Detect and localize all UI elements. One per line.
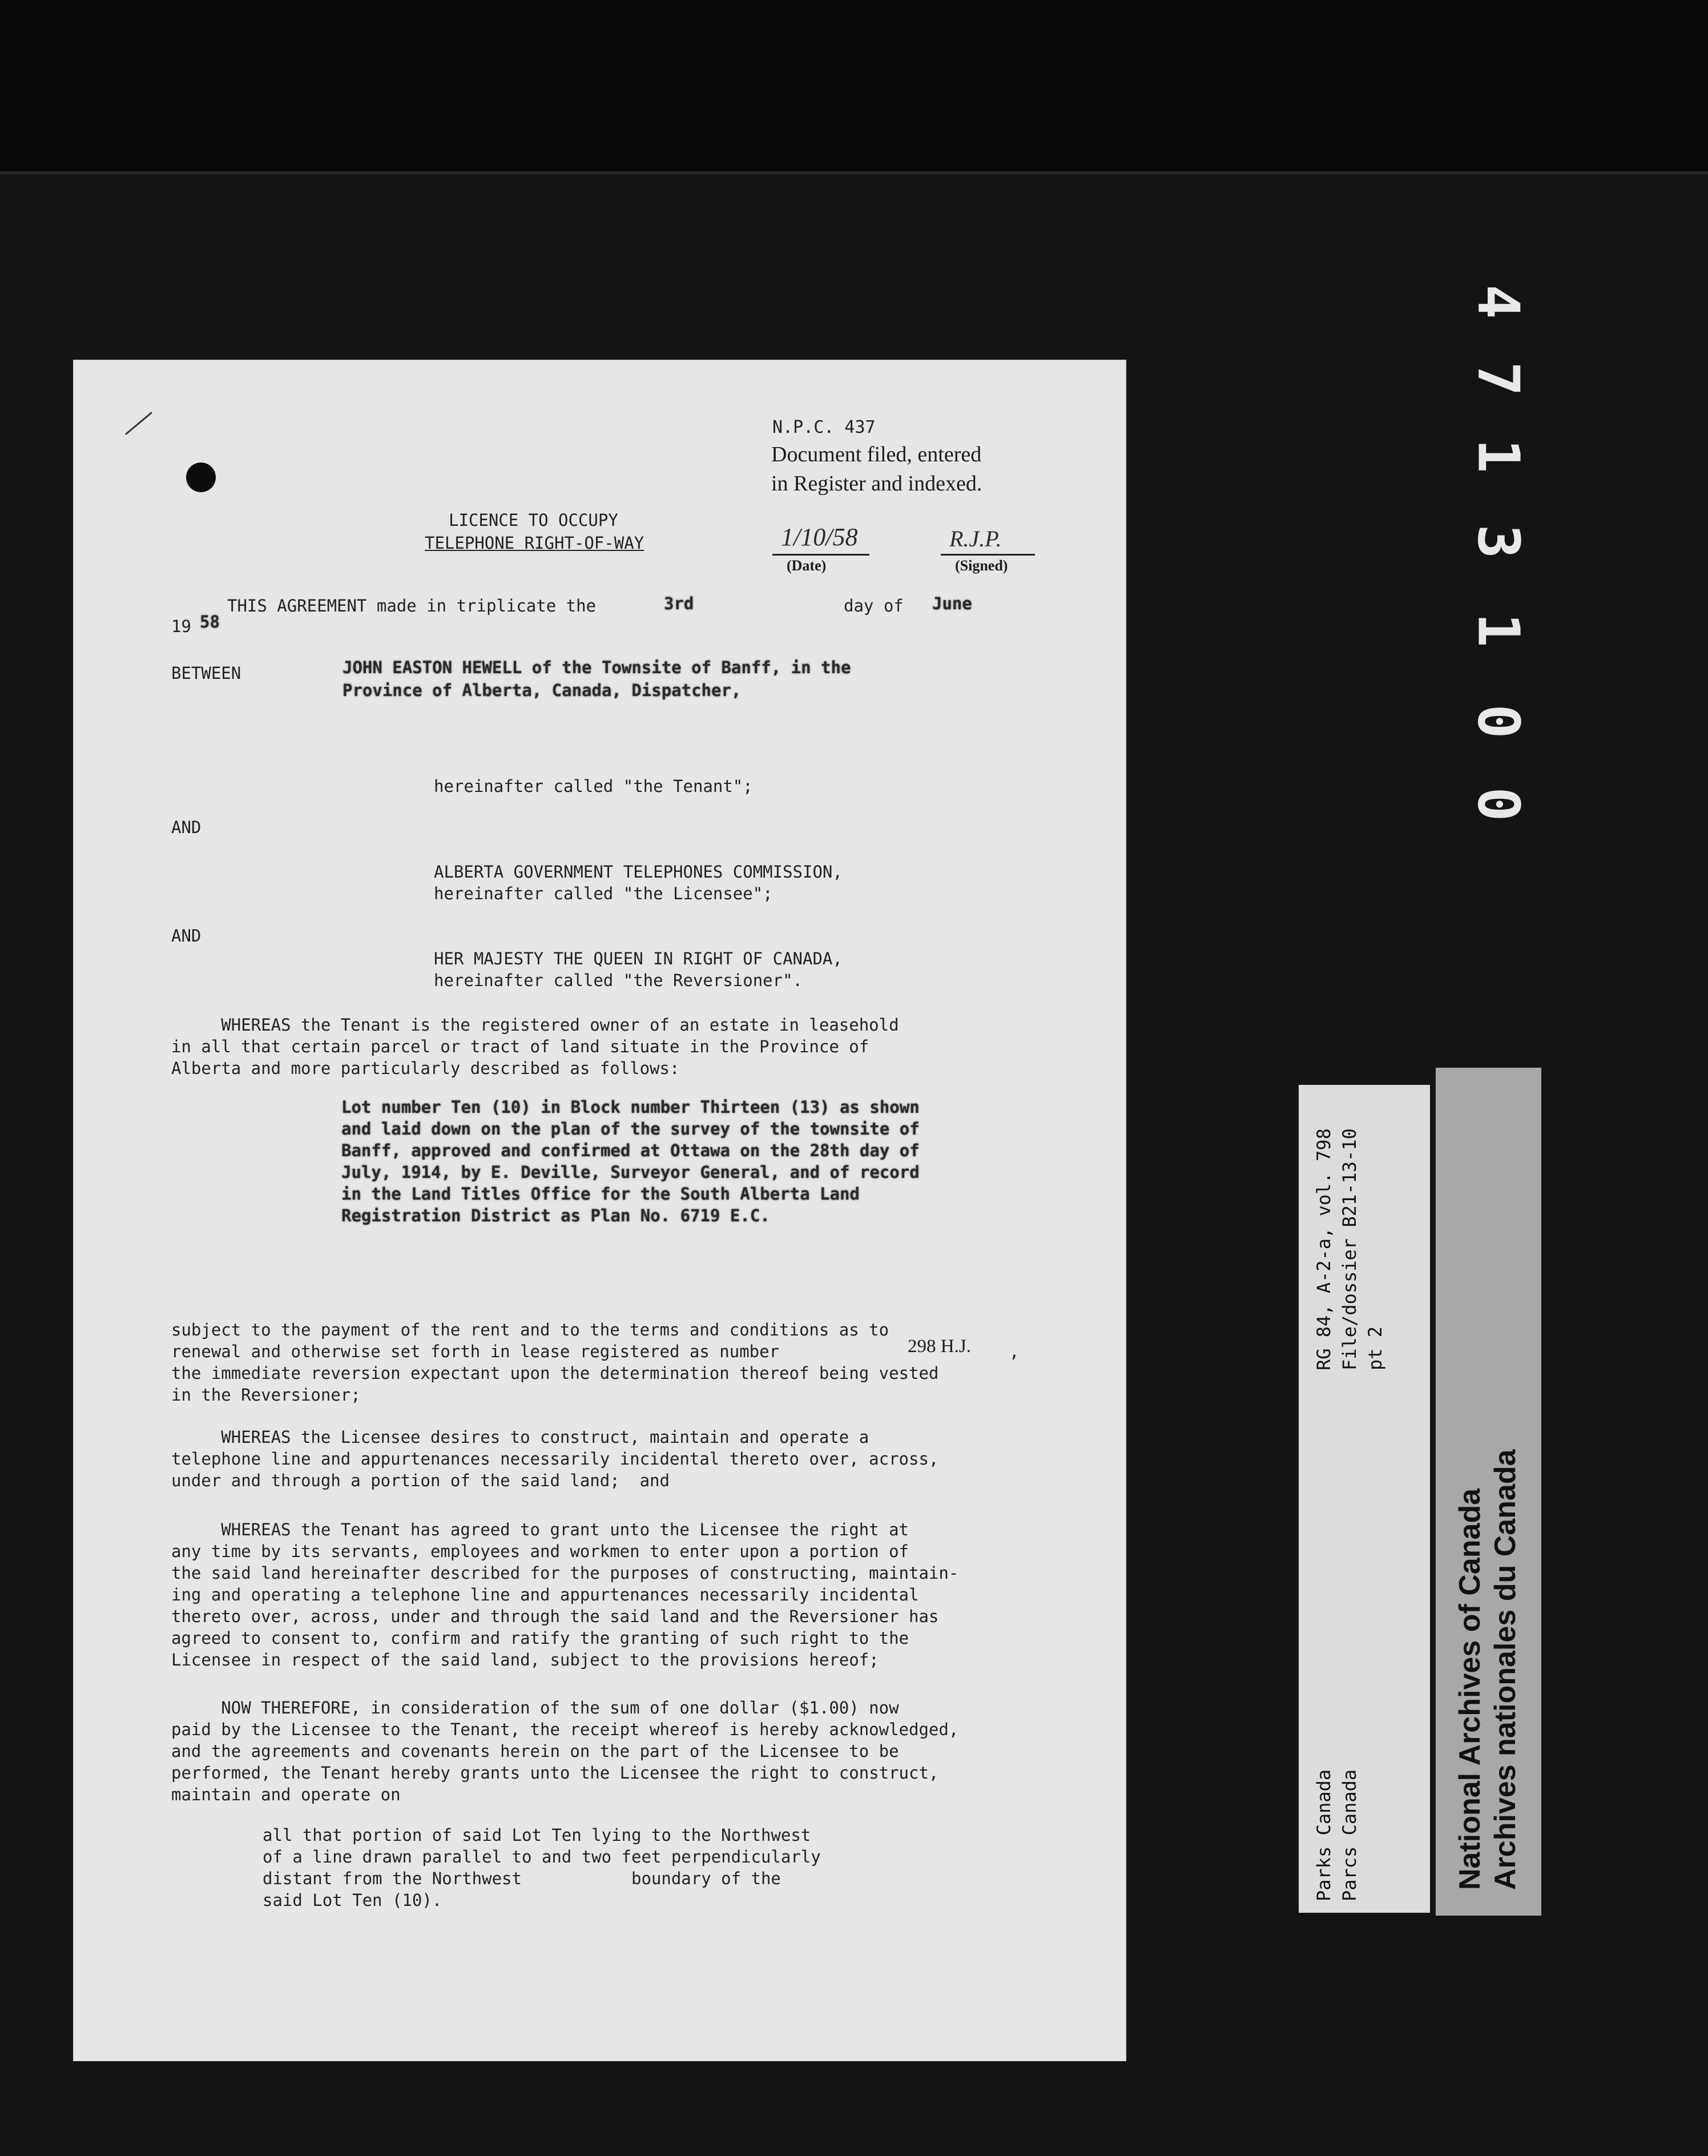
- archive-reference-label: [1299, 1085, 1430, 1913]
- reference-line2: File/dossier B21-13-10: [1339, 1128, 1360, 1370]
- agency-name-fr: Parcs Canada: [1339, 1769, 1360, 1901]
- pencil-mark: [125, 412, 152, 435]
- agency-name-en: Parks Canada: [1313, 1769, 1335, 1901]
- subject-to-line: renewal and otherwise set forth in lease registered as number: [171, 1342, 780, 1361]
- portion-line: of a line drawn parallel to and two feet perpendicularly: [263, 1847, 821, 1867]
- agreement-month: June: [932, 594, 972, 613]
- archives-name-fr: Archives nationales du Canada: [1489, 1449, 1522, 1890]
- stamp-signed-label: (Signed): [955, 557, 1008, 574]
- stamp-signed-rule: [941, 554, 1035, 556]
- whereas-3-line: ing and operating a telephone line and appurtenances necessarily incidental: [171, 1585, 919, 1604]
- registry-stamp-line2: in Register and indexed.: [771, 472, 982, 496]
- stamp-signature-handwritten: R.J.P.: [949, 526, 1002, 552]
- frame-digit: 1: [1465, 613, 1532, 647]
- now-therefore-line: and the agreements and covenants herein on the part of the Licensee to be: [171, 1741, 899, 1761]
- whereas-3-line: WHEREAS the Tenant has agreed to grant unto the Licensee the right at: [171, 1520, 909, 1539]
- stamp-date-handwritten: 1/10/58: [781, 523, 858, 551]
- land-description-line: Registration District as Plan No. 6719 E.C.: [341, 1206, 770, 1225]
- land-description-line: in the Land Titles Office for the South Alberta Land: [341, 1184, 860, 1204]
- whereas-3-line: the said land hereinafter described for the purposes of constructing, maintain-: [171, 1563, 959, 1583]
- portion-line: distant from the Northwest boundary of the: [263, 1869, 781, 1888]
- agreement-year-prefix: 19: [171, 617, 191, 636]
- land-description-line: Lot number Ten (10) in Block number Thirteen (13) as shown: [341, 1097, 920, 1117]
- film-edge-line: [0, 171, 1708, 174]
- licensee-called: hereinafter called "the Licensee";: [434, 884, 773, 903]
- subject-to-line: the immediate reversion expectant upon the determination thereof being vested: [171, 1363, 939, 1383]
- document-title-line1: LICENCE TO OCCUPY: [449, 510, 618, 530]
- whereas-3-line: any time by its servants, employees and workmen to enter upon a portion of: [171, 1542, 909, 1561]
- land-description-line: July, 1914, by E. Deville, Surveyor General, and of record: [341, 1163, 920, 1182]
- land-description-line: Banff, approved and confirmed at Ottawa on the 28th day of: [341, 1141, 920, 1160]
- archives-institution-label: [1436, 1068, 1541, 1916]
- whereas-3-line: thereto over, across, under and through the said land and the Reversioner has: [171, 1607, 939, 1626]
- punch-hole: [186, 462, 216, 492]
- subject-to-line: subject to the payment of the rent and to the terms and conditions as to: [171, 1320, 889, 1340]
- frame-number: [1459, 268, 1538, 828]
- stamp-date-label: (Date): [787, 557, 827, 574]
- between-label: BETWEEN: [171, 663, 241, 683]
- whereas-2-line: telephone line and appurtenances necessarily incidental thereto over, across,: [171, 1449, 939, 1469]
- reversioner-called: hereinafter called "the Reversioner".: [434, 971, 803, 990]
- whereas-1-line: in all that certain parcel or tract of land situate in the Province of: [171, 1037, 869, 1056]
- film-border-top: [0, 0, 1708, 171]
- now-therefore-line: NOW THEREFORE, in consideration of the sum of one dollar ($1.00) now: [171, 1698, 899, 1717]
- agreement-intro: THIS AGREEMENT made in triplicate the: [227, 596, 597, 616]
- portion-line: all that portion of said Lot Ten lying to the Northwest: [263, 1825, 811, 1845]
- frame-digit: 0: [1465, 704, 1532, 739]
- frame-digit: 4: [1465, 284, 1532, 319]
- agreement-year-suffix: 58: [200, 612, 220, 631]
- stamp-date-rule: [772, 554, 869, 556]
- reversioner-name: HER MAJESTY THE QUEEN IN RIGHT OF CANADA,: [434, 949, 843, 968]
- lease-number: 298 H.J.: [908, 1336, 971, 1357]
- and-label-2: AND: [171, 926, 202, 946]
- licensee-name: ALBERTA GOVERNMENT TELEPHONES COMMISSION,: [434, 862, 843, 882]
- whereas-3-line: Licensee in respect of the said land, subject to the provisions hereof;: [171, 1650, 879, 1670]
- tenant-name-line1: JOHN EASTON HEWELL of the Townsite of Banff, in the: [343, 658, 851, 677]
- whereas-2-line: WHEREAS the Licensee desires to construct, maintain and operate a: [171, 1427, 869, 1447]
- whereas-1-line: Alberta and more particularly described as follows:: [171, 1059, 680, 1078]
- file-number: N.P.C. 437: [772, 417, 876, 437]
- land-description-line: and laid down on the plan of the survey of the townsite of: [341, 1119, 920, 1139]
- now-therefore-line: paid by the Licensee to the Tenant, the receipt whereof is hereby acknowledged,: [171, 1720, 959, 1739]
- now-therefore-line: maintain and operate on: [171, 1785, 401, 1804]
- frame-digit: 0: [1465, 787, 1532, 822]
- lease-number-comma: ,: [1009, 1342, 1020, 1361]
- agreement-day: 3rd: [664, 594, 694, 613]
- frame-digit: 3: [1465, 524, 1532, 559]
- whereas-2-line: under and through a portion of the said land; and: [171, 1471, 670, 1490]
- and-label-1: AND: [171, 818, 202, 837]
- whereas-1-line: WHEREAS the Tenant is the registered owner of an estate in leasehold: [171, 1015, 899, 1035]
- document-page: [73, 360, 1126, 2061]
- frame-digit: 1: [1465, 439, 1532, 473]
- archives-name-en: National Archives of Canada: [1453, 1488, 1487, 1890]
- reference-line3: pt 2: [1364, 1326, 1386, 1370]
- tenant-called: hereinafter called "the Tenant";: [434, 777, 753, 796]
- agreement-day-of: day of: [844, 596, 904, 616]
- document-title-line2: TELEPHONE RIGHT-OF-WAY: [425, 533, 644, 553]
- reference-line1: RG 84, A-2-a, vol. 798: [1313, 1128, 1335, 1370]
- tenant-name-line2: Province of Alberta, Canada, Dispatcher,: [343, 681, 742, 700]
- subject-to-line: in the Reversioner;: [171, 1385, 361, 1405]
- frame-digit: 7: [1465, 361, 1532, 396]
- registry-stamp-line1: Document filed, entered: [771, 443, 982, 466]
- portion-line: said Lot Ten (10).: [263, 1890, 442, 1910]
- now-therefore-line: performed, the Tenant hereby grants unto the Licensee the right to construct,: [171, 1763, 939, 1783]
- whereas-3-line: agreed to consent to, confirm and ratify the granting of such right to the: [171, 1628, 909, 1648]
